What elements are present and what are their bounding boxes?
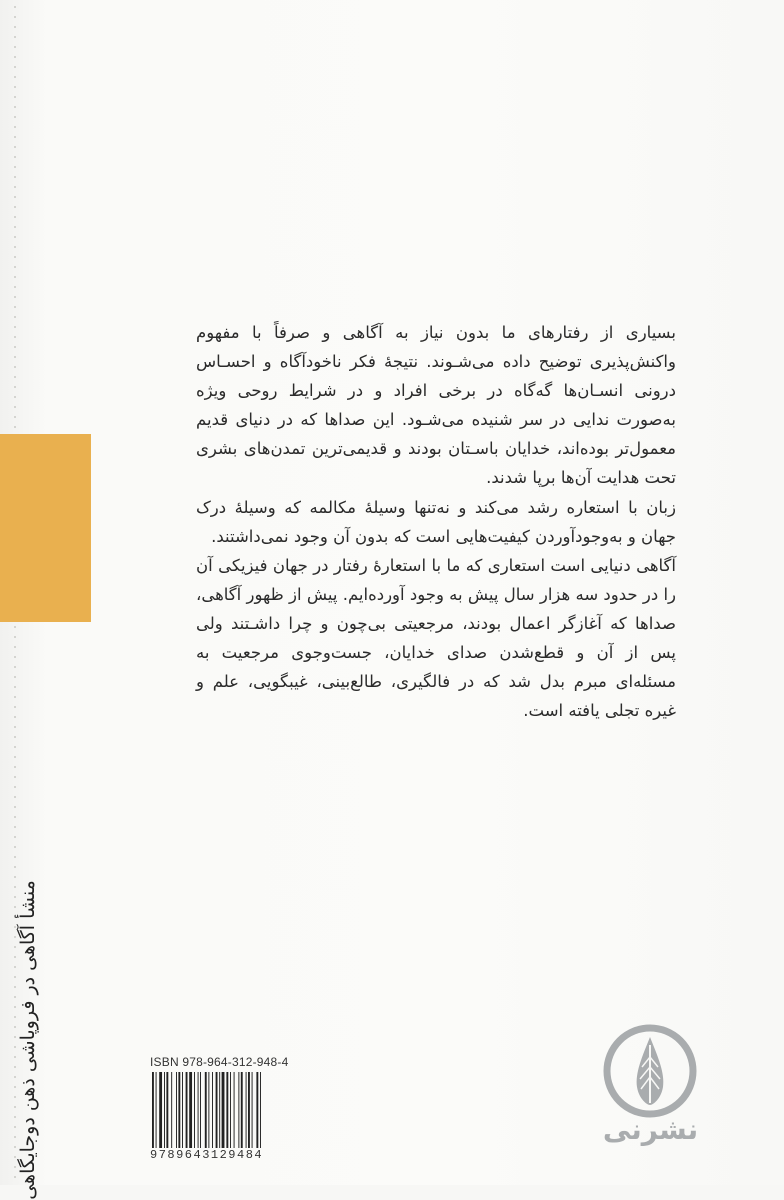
barcode-icon [150, 1072, 300, 1148]
blurb-paragraph: زبان با استعاره رشد می‌کند و نه‌تنها وسیلهٔ مکالمه که وسیلهٔ درک جهان و به‌وجودآوردن کیفیت‌هایی است که بدون آن وجود نمی‌داشتند. [196, 497, 676, 546]
nashr-e-ney-drop-logo-icon [602, 1023, 698, 1119]
accent-band [0, 434, 91, 622]
blurb-text [196, 318, 676, 725]
spine-title-text: منشأ آگاهی در فروپاشی ذهن دوجایگاهی [17, 880, 39, 1200]
isbn-label: ISBN 978-964-312-948-4 [150, 1055, 289, 1069]
barcode-digits: 9789643129484 [150, 1148, 264, 1162]
isbn-barcode [150, 1055, 300, 1165]
blurb-paragraph: آگاهی دنیایی است استعاری که ما با استعارهٔ رفتار در جهان فیزیکی آن را در حدود سه هزار سال پیش به وجود آورده‌ایم. پیش از ظهور آگاهی، صداها که آغازگر اعمال بودند، مرجعیتی بی‌چون و چرا داشـتند ولی پس از آن و قطع‌شدن صدای خدایان، جست‌وجوی مرجعیت به مسئله‌ای مبرم بدل شد که در فالگیری، طالع‌بینی، غیبگویی، علم و غیره تجلی یافته است. [196, 555, 676, 721]
blurb-paragraph: بسیاری از رفتارهای ما بدون نیاز به آگاهی و صرفاً با مفهوم واکنش‌پذیری توضیح داده می‌شـوند. نتیجهٔ فکر ناخودآگاه و احسـاس درونی انسـان‌ها گه‌گاه در برخی افراد و در شرایط روحی ویژه به‌صورت ندایی در سر شنیده می‌شـود. این صداها که در دنیای قدیم معمول‌تر بوده‌اند، خدایان باسـتان بودند و قدیمی‌ترین تمدن‌های بشری تحت هدایت آن‌ها برپا شدند. [196, 323, 676, 488]
spine-title-handwritten [8, 880, 48, 1200]
publisher-name: نشرنی [602, 1113, 699, 1146]
publisher-logo [598, 1023, 703, 1146]
